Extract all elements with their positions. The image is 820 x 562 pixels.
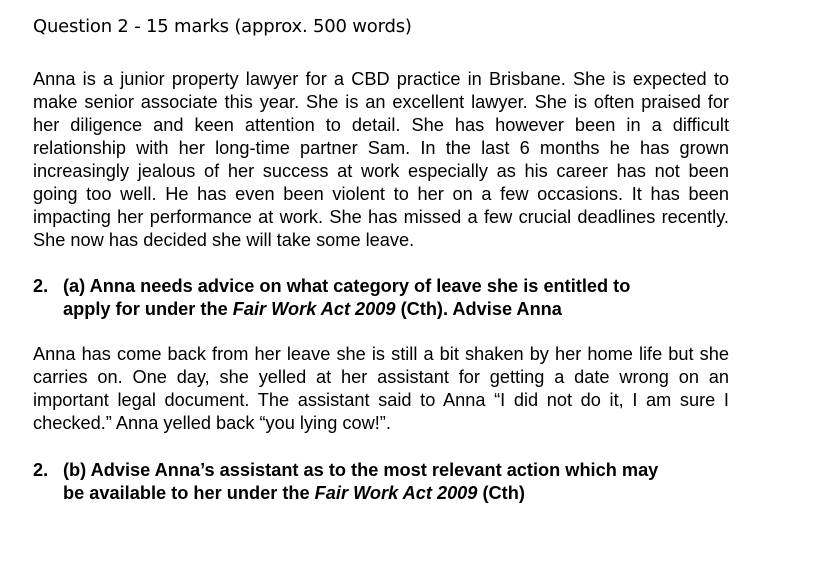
question-2a-line2 [33, 298, 733, 321]
scenario-paragraph-1: Anna is a junior property lawyer for a CBD practice in Brisbane. She is expected to make senior associate this year. She is an excellent lawyer. She is often praised for her diligence and keen attention to detail. She has however been in a difficult relationship with her long-time partner Sam. In the last 6 months he has grown increasingly jealous of her success at work especially as his career has not been going too well. He has even been violent to her on a few occasions. It has been impacting her performance at work. She has missed a few crucial deadlines recently. She now has decided she will take some leave. [33, 69, 729, 250]
question-2a-act-title: Fair Work Act 2009 [232, 299, 396, 319]
question-heading: Question 2 - 15 marks (approx. 500 words) [33, 16, 412, 37]
question-2a-number: 2. [33, 276, 49, 296]
question-2b-line2-end: (Cth) [477, 483, 525, 503]
question-2b-line1: (b) Advise Anna’s assistant as to the most relevant action which may [63, 460, 659, 480]
question-2a-line2-end: (Cth). Advise Anna [395, 299, 562, 319]
question-2b [33, 459, 733, 505]
question-2a-line2-start: apply for under the [63, 299, 233, 319]
question-2a-line1: (a) Anna needs advice on what category of leave she is entitled to [63, 276, 631, 296]
question-2b-number: 2. [33, 460, 49, 480]
question-2a [33, 275, 733, 321]
question-2b-line2 [33, 482, 733, 505]
scenario-paragraph-2: Anna has come back from her leave she is still a bit shaken by her home life but she carries on. One day, she yelled at her assistant for getting a date wrong on an important legal document. The assistant said to Anna “I did not do it, I am sure I checked.” Anna yelled back “you lying cow!”. [33, 344, 729, 433]
question-2b-act-title: Fair Work Act 2009 [314, 483, 478, 503]
question-2b-line2-start: be available to her under the [63, 483, 315, 503]
